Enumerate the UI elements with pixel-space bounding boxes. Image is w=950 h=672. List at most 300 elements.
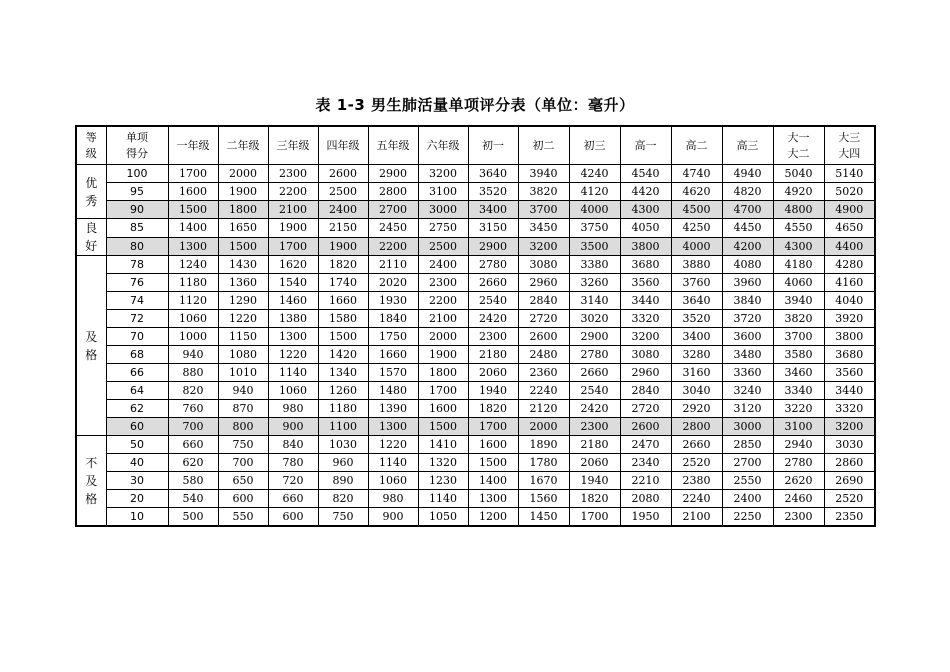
- score-cell: 10: [106, 508, 168, 527]
- value-cell: 2300: [418, 274, 468, 292]
- value-cell: 3440: [620, 292, 671, 310]
- grade-category-char: 格: [85, 347, 98, 362]
- grade-category-char: 格: [85, 491, 98, 506]
- value-cell: 2960: [518, 274, 569, 292]
- score-cell: 90: [106, 201, 168, 219]
- value-cell: 3520: [468, 183, 518, 201]
- grade-category-char: 优: [85, 175, 98, 190]
- value-cell: 1600: [468, 436, 518, 454]
- value-cell: 1780: [518, 454, 569, 472]
- value-cell: 2150: [318, 219, 368, 238]
- value-cell: 1140: [368, 454, 418, 472]
- value-cell: 1500: [218, 237, 268, 256]
- value-cell: 2360: [518, 364, 569, 382]
- value-cell: 1580: [318, 310, 368, 328]
- value-cell: 2850: [722, 436, 773, 454]
- table-row: [76, 382, 875, 400]
- year-header: [218, 126, 268, 165]
- score-cell: 40: [106, 454, 168, 472]
- table-row: [76, 310, 875, 328]
- value-cell: 940: [218, 382, 268, 400]
- score-cell: 76: [106, 274, 168, 292]
- value-cell: 840: [268, 436, 318, 454]
- value-cell: 4820: [722, 183, 773, 201]
- year-header-line: 大四: [838, 146, 861, 160]
- value-cell: 1950: [620, 508, 671, 527]
- value-cell: 2420: [569, 400, 620, 418]
- value-cell: 3520: [671, 310, 722, 328]
- value-cell: 4500: [671, 201, 722, 219]
- value-cell: 4650: [824, 219, 875, 238]
- value-cell: 2900: [368, 165, 418, 183]
- value-cell: 1740: [318, 274, 368, 292]
- value-cell: 2110: [368, 256, 418, 274]
- value-cell: 2900: [569, 328, 620, 346]
- value-cell: 1000: [168, 328, 218, 346]
- value-cell: 2520: [671, 454, 722, 472]
- score-cell: 85: [106, 219, 168, 238]
- value-cell: 3200: [620, 328, 671, 346]
- year-header: [518, 126, 569, 165]
- value-cell: 2020: [368, 274, 418, 292]
- value-cell: 2550: [722, 472, 773, 490]
- year-header-line: 五年级: [376, 138, 410, 152]
- value-cell: 2100: [268, 201, 318, 219]
- value-cell: 2080: [620, 490, 671, 508]
- value-cell: 700: [218, 454, 268, 472]
- year-header-line: 四年级: [326, 138, 360, 152]
- value-cell: 2240: [671, 490, 722, 508]
- value-cell: 1050: [418, 508, 468, 527]
- value-cell: 4700: [722, 201, 773, 219]
- year-header: [318, 126, 368, 165]
- value-cell: 2250: [722, 508, 773, 527]
- table-row: [76, 292, 875, 310]
- value-cell: 2300: [569, 418, 620, 436]
- value-cell: 2540: [468, 292, 518, 310]
- year-header: [418, 126, 468, 165]
- value-cell: 750: [218, 436, 268, 454]
- value-cell: 2520: [824, 490, 875, 508]
- value-cell: 1390: [368, 400, 418, 418]
- table-row: [76, 472, 875, 490]
- value-cell: 660: [168, 436, 218, 454]
- value-cell: 2690: [824, 472, 875, 490]
- value-cell: 2240: [518, 382, 569, 400]
- table-row: [76, 400, 875, 418]
- year-header-line: 大二: [787, 146, 810, 160]
- score-cell: 50: [106, 436, 168, 454]
- value-cell: 3100: [418, 183, 468, 201]
- year-header: [671, 126, 722, 165]
- year-header: [722, 126, 773, 165]
- year-header: [268, 126, 318, 165]
- table-row: [76, 418, 875, 436]
- value-cell: 2200: [418, 292, 468, 310]
- value-cell: 2300: [468, 328, 518, 346]
- value-cell: 2060: [569, 454, 620, 472]
- table-row: [76, 346, 875, 364]
- value-cell: 1500: [318, 328, 368, 346]
- value-cell: 4400: [824, 237, 875, 256]
- value-cell: 3040: [671, 382, 722, 400]
- value-cell: 1460: [268, 292, 318, 310]
- value-cell: 1220: [268, 346, 318, 364]
- grade-category: [76, 165, 106, 219]
- value-cell: 720: [268, 472, 318, 490]
- table-row: [76, 508, 875, 527]
- value-cell: 660: [268, 490, 318, 508]
- value-cell: 1480: [368, 382, 418, 400]
- grade-header: [76, 126, 106, 165]
- value-cell: 1430: [218, 256, 268, 274]
- score-cell: 68: [106, 346, 168, 364]
- score-cell: 66: [106, 364, 168, 382]
- value-cell: 940: [168, 346, 218, 364]
- value-cell: 2400: [722, 490, 773, 508]
- value-cell: 1670: [518, 472, 569, 490]
- year-header-line: 三年级: [276, 138, 310, 152]
- value-cell: 4940: [722, 165, 773, 183]
- value-cell: 2000: [518, 418, 569, 436]
- value-cell: 1820: [468, 400, 518, 418]
- table-row: [76, 454, 875, 472]
- value-cell: 3800: [620, 237, 671, 256]
- value-cell: 3030: [824, 436, 875, 454]
- value-cell: 1940: [468, 382, 518, 400]
- value-cell: 4740: [671, 165, 722, 183]
- value-cell: 3640: [671, 292, 722, 310]
- value-cell: 2800: [368, 183, 418, 201]
- value-cell: 1700: [418, 382, 468, 400]
- value-cell: 2460: [773, 490, 824, 508]
- value-cell: 1620: [268, 256, 318, 274]
- value-cell: 3700: [518, 201, 569, 219]
- value-cell: 650: [218, 472, 268, 490]
- value-cell: 1400: [468, 472, 518, 490]
- value-cell: 1150: [218, 328, 268, 346]
- value-cell: 2900: [468, 237, 518, 256]
- score-cell: 60: [106, 418, 168, 436]
- year-header-line: 大三: [838, 130, 861, 144]
- value-cell: 1380: [268, 310, 318, 328]
- value-cell: 2860: [824, 454, 875, 472]
- value-cell: 4540: [620, 165, 671, 183]
- value-cell: 3940: [518, 165, 569, 183]
- value-cell: 2700: [722, 454, 773, 472]
- value-cell: 4550: [773, 219, 824, 238]
- value-cell: 4280: [824, 256, 875, 274]
- value-cell: 2350: [824, 508, 875, 527]
- value-cell: 4060: [773, 274, 824, 292]
- value-cell: 2600: [620, 418, 671, 436]
- value-cell: 1360: [218, 274, 268, 292]
- value-cell: 3380: [569, 256, 620, 274]
- value-cell: 1140: [268, 364, 318, 382]
- table-row: [76, 237, 875, 256]
- value-cell: 2660: [468, 274, 518, 292]
- value-cell: 3150: [468, 219, 518, 238]
- value-cell: 2800: [671, 418, 722, 436]
- value-cell: 3760: [671, 274, 722, 292]
- year-header: [824, 126, 875, 165]
- table-row: [76, 274, 875, 292]
- value-cell: 3700: [773, 328, 824, 346]
- score-cell: 80: [106, 237, 168, 256]
- score-cell: 100: [106, 165, 168, 183]
- grade-header-line: 等: [85, 130, 97, 144]
- value-cell: 550: [218, 508, 268, 527]
- score-table: [75, 125, 876, 527]
- value-cell: 1410: [418, 436, 468, 454]
- value-cell: 1180: [318, 400, 368, 418]
- grade-category-char: 不: [85, 455, 98, 470]
- value-cell: 3280: [671, 346, 722, 364]
- value-cell: 3920: [824, 310, 875, 328]
- value-cell: 4450: [722, 219, 773, 238]
- grade-category-char: 良: [85, 221, 98, 235]
- value-cell: 1800: [418, 364, 468, 382]
- table-row: [76, 201, 875, 219]
- value-cell: 1400: [168, 219, 218, 238]
- value-cell: 3640: [468, 165, 518, 183]
- value-cell: 960: [318, 454, 368, 472]
- value-cell: 3580: [773, 346, 824, 364]
- grade-category-char: 好: [85, 239, 98, 253]
- value-cell: 1300: [168, 237, 218, 256]
- year-header-line: 高一: [634, 138, 657, 152]
- value-cell: 3080: [620, 346, 671, 364]
- table-row: [76, 328, 875, 346]
- value-cell: 4900: [824, 201, 875, 219]
- value-cell: 890: [318, 472, 368, 490]
- value-cell: 980: [268, 400, 318, 418]
- value-cell: 2100: [418, 310, 468, 328]
- value-cell: 3460: [773, 364, 824, 382]
- score-header: [106, 126, 168, 165]
- year-header-line: 初一: [482, 138, 504, 152]
- value-cell: 2100: [671, 508, 722, 527]
- value-cell: 3600: [722, 328, 773, 346]
- value-cell: 2300: [773, 508, 824, 527]
- value-cell: 3320: [824, 400, 875, 418]
- table-body: [76, 165, 875, 527]
- value-cell: 3020: [569, 310, 620, 328]
- value-cell: 4300: [620, 201, 671, 219]
- value-cell: 3320: [620, 310, 671, 328]
- value-cell: 1500: [418, 418, 468, 436]
- value-cell: 3120: [722, 400, 773, 418]
- value-cell: 4050: [620, 219, 671, 238]
- value-cell: 900: [368, 508, 418, 527]
- value-cell: 4420: [620, 183, 671, 201]
- value-cell: 1450: [518, 508, 569, 527]
- value-cell: 3480: [722, 346, 773, 364]
- value-cell: 750: [318, 508, 368, 527]
- value-cell: 2500: [318, 183, 368, 201]
- value-cell: 870: [218, 400, 268, 418]
- year-header: [569, 126, 620, 165]
- grade-category: [76, 219, 106, 256]
- score-header-line: 得分: [126, 146, 148, 160]
- value-cell: 1570: [368, 364, 418, 382]
- value-cell: 1240: [168, 256, 218, 274]
- value-cell: 4800: [773, 201, 824, 219]
- year-header: [620, 126, 671, 165]
- grade-category: [76, 256, 106, 436]
- year-header-line: 一年级: [176, 138, 210, 152]
- value-cell: 1500: [468, 454, 518, 472]
- year-header: [773, 126, 824, 165]
- value-cell: 800: [218, 418, 268, 436]
- value-cell: 620: [168, 454, 218, 472]
- score-cell: 95: [106, 183, 168, 201]
- value-cell: 3560: [824, 364, 875, 382]
- table-row: [76, 436, 875, 454]
- value-cell: 3750: [569, 219, 620, 238]
- header-row: [76, 126, 875, 165]
- value-cell: 880: [168, 364, 218, 382]
- value-cell: 1060: [168, 310, 218, 328]
- value-cell: 1500: [168, 201, 218, 219]
- value-cell: 2960: [620, 364, 671, 382]
- score-cell: 62: [106, 400, 168, 418]
- value-cell: 1220: [368, 436, 418, 454]
- value-cell: 900: [268, 418, 318, 436]
- value-cell: 1840: [368, 310, 418, 328]
- value-cell: 1750: [368, 328, 418, 346]
- value-cell: 4040: [824, 292, 875, 310]
- value-cell: 2660: [671, 436, 722, 454]
- value-cell: 2200: [368, 237, 418, 256]
- value-cell: 2180: [468, 346, 518, 364]
- value-cell: 1890: [518, 436, 569, 454]
- value-cell: 3200: [418, 165, 468, 183]
- table-row: [76, 490, 875, 508]
- value-cell: 4000: [569, 201, 620, 219]
- year-header-line: 初三: [583, 138, 606, 152]
- value-cell: 600: [218, 490, 268, 508]
- value-cell: 1220: [218, 310, 268, 328]
- score-cell: 20: [106, 490, 168, 508]
- value-cell: 3240: [722, 382, 773, 400]
- value-cell: 3400: [468, 201, 518, 219]
- value-cell: 4120: [569, 183, 620, 201]
- score-cell: 70: [106, 328, 168, 346]
- value-cell: 2840: [620, 382, 671, 400]
- value-cell: 1650: [218, 219, 268, 238]
- value-cell: 780: [268, 454, 318, 472]
- year-header-line: 高二: [685, 138, 708, 152]
- value-cell: 2470: [620, 436, 671, 454]
- value-cell: 2500: [418, 237, 468, 256]
- value-cell: 540: [168, 490, 218, 508]
- value-cell: 980: [368, 490, 418, 508]
- value-cell: 1800: [218, 201, 268, 219]
- value-cell: 1900: [268, 219, 318, 238]
- value-cell: 2660: [569, 364, 620, 382]
- score-header-line: 单项: [126, 130, 148, 144]
- value-cell: 1820: [318, 256, 368, 274]
- value-cell: 2380: [671, 472, 722, 490]
- value-cell: 1320: [418, 454, 468, 472]
- value-cell: 2480: [518, 346, 569, 364]
- value-cell: 3400: [671, 328, 722, 346]
- value-cell: 3440: [824, 382, 875, 400]
- value-cell: 5140: [824, 165, 875, 183]
- value-cell: 4250: [671, 219, 722, 238]
- value-cell: 1080: [218, 346, 268, 364]
- value-cell: 1940: [569, 472, 620, 490]
- value-cell: 4160: [824, 274, 875, 292]
- value-cell: 2000: [218, 165, 268, 183]
- value-cell: 3000: [722, 418, 773, 436]
- value-cell: 580: [168, 472, 218, 490]
- value-cell: 4080: [722, 256, 773, 274]
- value-cell: 1700: [168, 165, 218, 183]
- value-cell: 3160: [671, 364, 722, 382]
- value-cell: 3340: [773, 382, 824, 400]
- value-cell: 1900: [218, 183, 268, 201]
- value-cell: 760: [168, 400, 218, 418]
- value-cell: 3200: [518, 237, 569, 256]
- value-cell: 1660: [368, 346, 418, 364]
- value-cell: 1600: [168, 183, 218, 201]
- value-cell: 1340: [318, 364, 368, 382]
- value-cell: 1230: [418, 472, 468, 490]
- value-cell: 2700: [368, 201, 418, 219]
- value-cell: 2720: [518, 310, 569, 328]
- value-cell: 3500: [569, 237, 620, 256]
- value-cell: 3720: [722, 310, 773, 328]
- value-cell: 3200: [824, 418, 875, 436]
- value-cell: 1260: [318, 382, 368, 400]
- value-cell: 3840: [722, 292, 773, 310]
- value-cell: 600: [268, 508, 318, 527]
- value-cell: 1560: [518, 490, 569, 508]
- value-cell: 2600: [318, 165, 368, 183]
- score-cell: 64: [106, 382, 168, 400]
- value-cell: 3820: [773, 310, 824, 328]
- value-cell: 4300: [773, 237, 824, 256]
- value-cell: 3000: [418, 201, 468, 219]
- value-cell: 1060: [268, 382, 318, 400]
- value-cell: 1700: [569, 508, 620, 527]
- table-row: [76, 183, 875, 201]
- value-cell: 3220: [773, 400, 824, 418]
- value-cell: 1660: [318, 292, 368, 310]
- value-cell: 2420: [468, 310, 518, 328]
- value-cell: 3360: [722, 364, 773, 382]
- value-cell: 1290: [218, 292, 268, 310]
- value-cell: 2210: [620, 472, 671, 490]
- value-cell: 820: [318, 490, 368, 508]
- value-cell: 2750: [418, 219, 468, 238]
- value-cell: 2120: [518, 400, 569, 418]
- value-cell: 1300: [368, 418, 418, 436]
- grade-header-line: 级: [85, 146, 97, 160]
- score-cell: 74: [106, 292, 168, 310]
- value-cell: 2720: [620, 400, 671, 418]
- year-header-line: 初二: [532, 138, 555, 152]
- value-cell: 3100: [773, 418, 824, 436]
- score-cell: 30: [106, 472, 168, 490]
- value-cell: 2920: [671, 400, 722, 418]
- value-cell: 3560: [620, 274, 671, 292]
- grade-category-char: 及: [85, 329, 98, 344]
- value-cell: 500: [168, 508, 218, 527]
- value-cell: 2780: [468, 256, 518, 274]
